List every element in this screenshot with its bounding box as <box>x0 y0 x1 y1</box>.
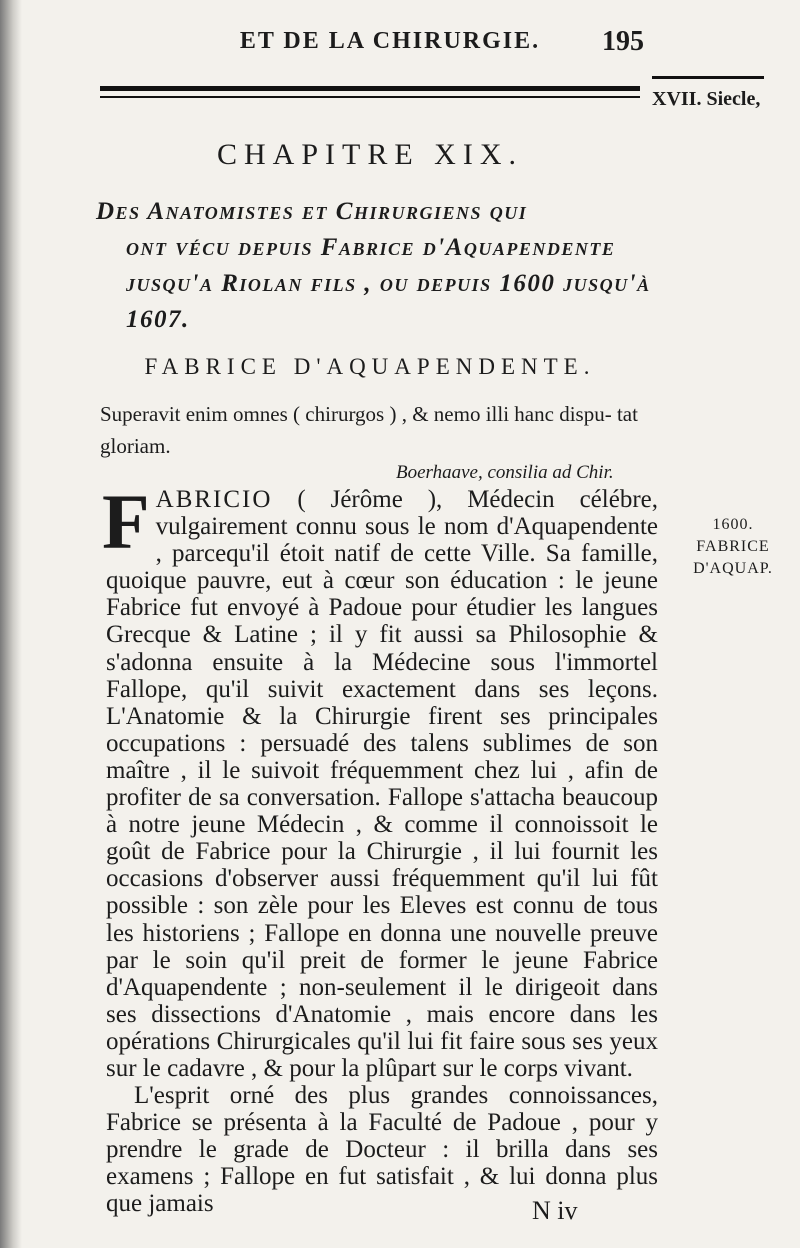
century-label: XVII. Siecle, <box>652 88 761 110</box>
chapter-subtitle <box>96 194 656 338</box>
margin-name: FABRICE <box>696 538 770 555</box>
name-small-caps: ABRICIO <box>155 486 273 513</box>
subtitle-line: jusqu'a Riolan fils , ou depuis 1600 jusqu'à <box>126 270 651 297</box>
century-rule <box>652 76 764 79</box>
running-head: ET DE LA CHIRURGIE. <box>239 28 541 54</box>
margin-year: 1600. <box>712 516 754 533</box>
margin-note <box>678 514 788 580</box>
page-number: 195 <box>602 26 644 57</box>
header-double-rule <box>100 86 640 98</box>
subtitle-line: ont vécu depuis Fabrice d'Aquapendente <box>126 234 616 261</box>
signature-mark: N iv <box>532 1196 578 1225</box>
epigraph: Superavit enim omnes ( chirurgos ) , & nemo illi hanc dispu- tat gloriam. <box>100 402 638 458</box>
body-text <box>102 478 658 1218</box>
section-heading: FABRICE D'AQUAPENDENTE. <box>144 354 596 379</box>
page-gutter-shadow <box>0 0 22 1248</box>
margin-name: D'AQUAP. <box>693 560 773 577</box>
paragraph <box>102 478 658 1082</box>
subtitle-line: 1607. <box>126 306 190 333</box>
paragraph: L'esprit orné des plus grandes connoissances, Fabrice se présenta à la Faculté de Padoue , pour y prendre le grade de Docteur : il brilla dans ses examens ; Fallope en fut satisfait , & lui donna plus que jamais <box>106 1082 658 1218</box>
subtitle-line: Des Anatomistes et Chirurgiens qui <box>96 198 528 225</box>
drop-cap: F <box>102 478 150 565</box>
paragraph-text: ( Jérôme ), Médecin célébre, vulgairement connu sous le nom d'Aquapendente , parcequ'il étoit natif de cette Ville. Sa famille, quoique pauvre, eut à cœur son éducation : le jeune Fabrice fut envoyé à Padoue pour étudier les langues Grecque & Latine ; il y fit aussi sa Philosophie & s'adonna ensuite à la Médecine sous l'immortel Fallope, qu'il suivit exactement dans ses leçons. L'Anatomie & la Chirurgie firent ses principales occupations : persuadé des talens sublimes de son maître , il le suivoit fréquemment chez lui , afin de profiter de sa conversation. Fallope s'attacha beaucoup à notre jeune Médecin , & comme il connoissoit le goût de Fabrice pour la Chirurgie , il lui fournit les occasions d'observer aussi fréquemment qu'il lui fût possible : son zèle pour les Eleves est connu de tous les historiens ; Fallope en donna une nouvelle preuve par le soin qu'il preit de former le jeune Fabrice d'Aquapendente ; non-seulement il le dirigeoit dans ses dissections d'Anatomie , mais encore dans les opérations Chirurgicales qu'il lui fit faire sous ses yeux sur le cadavre , & pour la plûpart sur le corps vivant. <box>106 486 658 1082</box>
chapter-title: CHAPITRE XIX. <box>217 138 523 171</box>
epigraph-attribution: Boerhaave, consilia ad Chir. <box>396 462 614 483</box>
